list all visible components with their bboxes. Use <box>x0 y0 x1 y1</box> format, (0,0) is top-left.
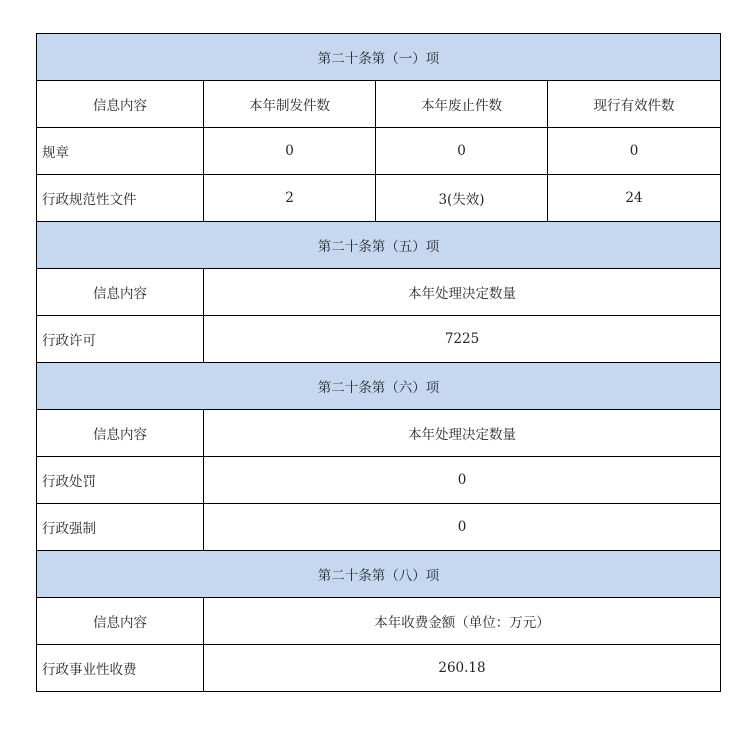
row-label: 行政强制 <box>37 504 204 551</box>
table-row <box>37 504 721 551</box>
valid-value: 24 <box>548 175 721 222</box>
abolished-value: 3(失效) <box>376 175 548 222</box>
valid-value: 0 <box>548 128 721 175</box>
header-decision-count: 本年处理决定数量 <box>204 410 721 457</box>
row-label: 行政事业性收费 <box>37 645 204 692</box>
column-header-row <box>37 598 721 645</box>
section-header-row <box>37 363 721 410</box>
abolished-value: 0 <box>376 128 548 175</box>
row-label: 行政许可 <box>37 316 204 363</box>
decision-value: 7225 <box>204 316 721 363</box>
table-row <box>37 316 721 363</box>
section-title-8: 第二十条第（八）项 <box>37 551 721 598</box>
decision-value: 0 <box>204 457 721 504</box>
row-label: 规章 <box>37 128 204 175</box>
issued-value: 2 <box>204 175 376 222</box>
issued-value: 0 <box>204 128 376 175</box>
section-title-5: 第二十条第（五）项 <box>37 222 721 269</box>
column-header-row <box>37 269 721 316</box>
header-info-content: 信息内容 <box>37 81 204 128</box>
column-header-row <box>37 81 721 128</box>
section-header-row <box>37 551 721 598</box>
header-info-content: 信息内容 <box>37 410 204 457</box>
table-row <box>37 128 721 175</box>
header-info-content: 信息内容 <box>37 269 204 316</box>
table-row <box>37 175 721 222</box>
row-label: 行政处罚 <box>37 457 204 504</box>
row-label: 行政规范性文件 <box>37 175 204 222</box>
header-info-content: 信息内容 <box>37 598 204 645</box>
disclosure-table <box>36 33 721 692</box>
section-header-row <box>37 222 721 269</box>
header-issued-count: 本年制发件数 <box>204 81 376 128</box>
header-abolished-count: 本年废止件数 <box>376 81 548 128</box>
table-row <box>37 645 721 692</box>
section-title-1: 第二十条第（一）项 <box>37 34 721 81</box>
header-decision-count: 本年处理决定数量 <box>204 269 721 316</box>
header-valid-count: 现行有效件数 <box>548 81 721 128</box>
header-fee-amount: 本年收费金额（单位：万元） <box>204 598 721 645</box>
section-header-row <box>37 34 721 81</box>
section-title-6: 第二十条第（六）项 <box>37 363 721 410</box>
fee-value: 260.18 <box>204 645 721 692</box>
table-row <box>37 457 721 504</box>
column-header-row <box>37 410 721 457</box>
decision-value: 0 <box>204 504 721 551</box>
